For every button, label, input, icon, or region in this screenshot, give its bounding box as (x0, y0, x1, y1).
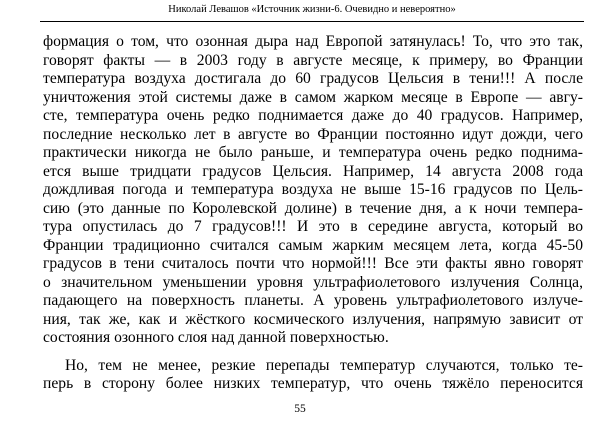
text-line: Но, тем не менее, резкие перепады температур случаются, только те- (65, 356, 583, 374)
text-line: сию (это данные по Королевской долине) в течение дня, а к ночи темпера- (43, 199, 583, 217)
header-rule (40, 21, 584, 22)
text-line: сте, температура очень редко поднимается даже до 40 градусов. Например, (43, 107, 583, 124)
paragraph-gap (43, 348, 583, 357)
text-line: дождливая погода и температура воздуха не выше 15-16 градусов по Цель- (43, 181, 583, 198)
text-line: Франции традиционно считался самым жарким месяцем лета, когда 45-50 (43, 236, 583, 254)
text-line: говорят факты — в 2003 году в августе месяце, к примеру, во Франции (43, 51, 583, 69)
text-line: уничтожения этой системы даже в самом жарком месяце в Европе — авгу- (43, 88, 583, 106)
text-line: температура воздуха достигала до 60 градусов Цельсия в тени!!! А после (43, 70, 583, 87)
body-text (43, 33, 583, 394)
text-line: состояния озонного слоя над данной поверхностью. (43, 329, 389, 346)
text-line: ется выше тридцати градусов Цельсия. Например, 14 августа 2008 года (43, 162, 583, 180)
text-line: тура опустилась до 7 градусов!!! И это в середине августа, который во (43, 218, 583, 235)
running-header: Николай Левашов «Источник жизни-6. Очевидно и невероятно» (168, 4, 456, 15)
text-line: практически никогда не было раньше, и температура очень редко поднима- (43, 144, 583, 161)
text-line: градусов в тени считалось почти что нормой!!! Все эти факты явно говорят (43, 255, 583, 272)
text-line: перь в сторону более низких температур, что очень тяжёло переносится (43, 375, 583, 392)
text-line: формация о том, что озонная дыра над Европой затянулась! То, что это так, (43, 33, 583, 50)
text-line: падающего на поверхность планеты. А уровень ультрафиолетового излуче- (43, 292, 583, 309)
paragraph (43, 33, 583, 348)
paragraph (43, 357, 583, 394)
text-line: ния, так же, как и жёсткого космического излучения, напрямую зависит от (43, 310, 583, 328)
text-line: последние несколько лет в августе во Франции постоянно идут дожди, чего (43, 125, 583, 143)
text-line: о значительном уменьшении уровня ультрафиолетового излучения Солнца, (43, 273, 583, 291)
page-number: 55 (294, 403, 306, 415)
